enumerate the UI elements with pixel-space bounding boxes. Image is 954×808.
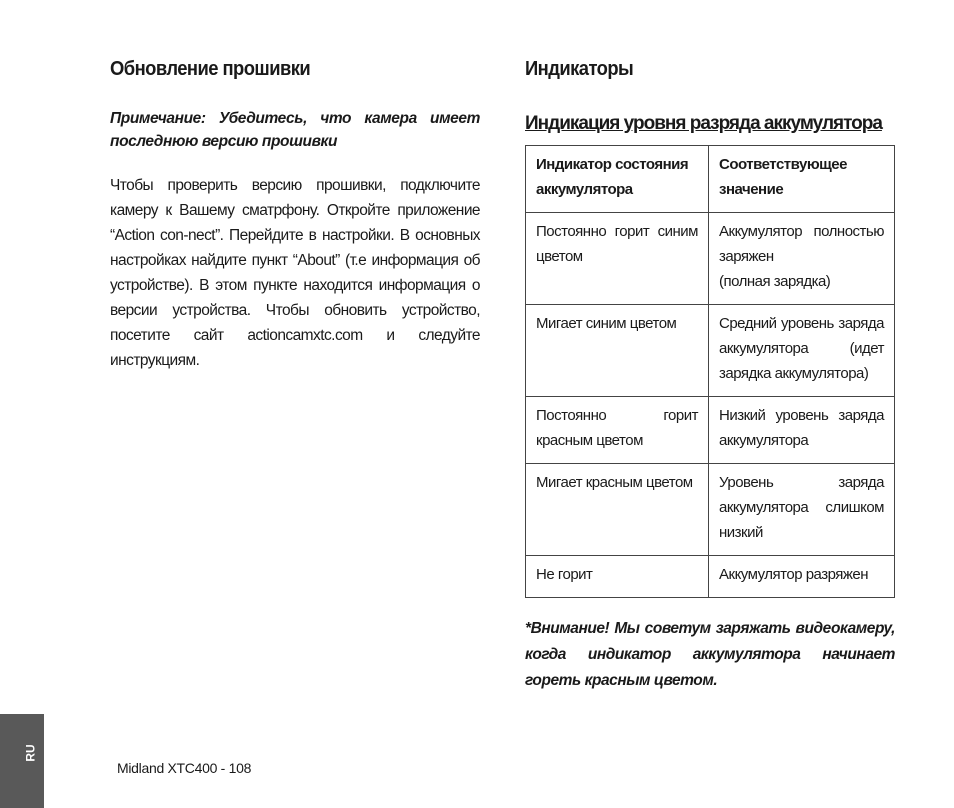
- indicator-cell: Мигает красным цветом: [526, 464, 709, 556]
- table-row: [526, 397, 895, 464]
- table-header-row: [526, 146, 895, 213]
- table-row: [526, 556, 895, 598]
- indicator-cell: Постоянно горит красным цветом: [526, 397, 709, 464]
- indicator-cell: Не горит: [526, 556, 709, 598]
- meaning-cell: Уровень заряда аккумулятора слишком низкий: [709, 464, 895, 556]
- meaning-text: Аккумулятор полностью заряжен: [719, 223, 884, 265]
- header-indicator: Индикатор состояния аккумулятора: [526, 146, 709, 213]
- indicators-title: Индикаторы: [525, 58, 634, 80]
- charging-warning: *Внимание! Мы советум заряжать видеокамеру, когда индикатор аккумулятора начинает гореть красным цветом.: [525, 620, 895, 689]
- language-tab: [0, 714, 44, 808]
- table-row: [526, 213, 895, 305]
- meaning-cell: Аккумулятор разряжен: [709, 556, 895, 598]
- meaning-extra: (полная зарядка): [719, 273, 831, 290]
- battery-indicator-table: [525, 145, 895, 598]
- meaning-cell: [709, 213, 895, 305]
- firmware-section: [110, 58, 480, 373]
- firmware-body: Чтобы проверить версию прошивки, подключите камеру к Вашему сматрфону. Откройте приложение “Action con-nect”. Перейдите в настройки. В основных настройках найдите пункт “About” (т.е информация об устройстве). В этом пункте находится информация о версии устройства. Чтобы обновить устройство, посетите сайт actioncamxtc.com и следуйте инструкциям.: [110, 177, 480, 369]
- indicator-cell: Мигает синим цветом: [526, 305, 709, 397]
- language-label: RU: [23, 744, 38, 762]
- battery-subtitle: Индикация уровня разряда аккумулятора: [525, 113, 882, 134]
- header-meaning: Соответствующее значение: [709, 146, 895, 213]
- table-row: [526, 305, 895, 397]
- firmware-note: Примечание: Убедитесь, что камера имеет последнюю версию прошивки: [110, 110, 480, 150]
- meaning-cell: Средний уровень заряда аккумулятора (идет зарядка аккумулятора): [709, 305, 895, 397]
- indicators-section: [525, 58, 895, 694]
- firmware-title: Обновление прошивки: [110, 58, 311, 80]
- table-row: [526, 464, 895, 556]
- indicator-cell: Постоянно горит синим цветом: [526, 213, 709, 305]
- meaning-cell: Низкий уровень заряда аккумулятора: [709, 397, 895, 464]
- page-footer: Midland XTC400 - 108: [117, 760, 252, 776]
